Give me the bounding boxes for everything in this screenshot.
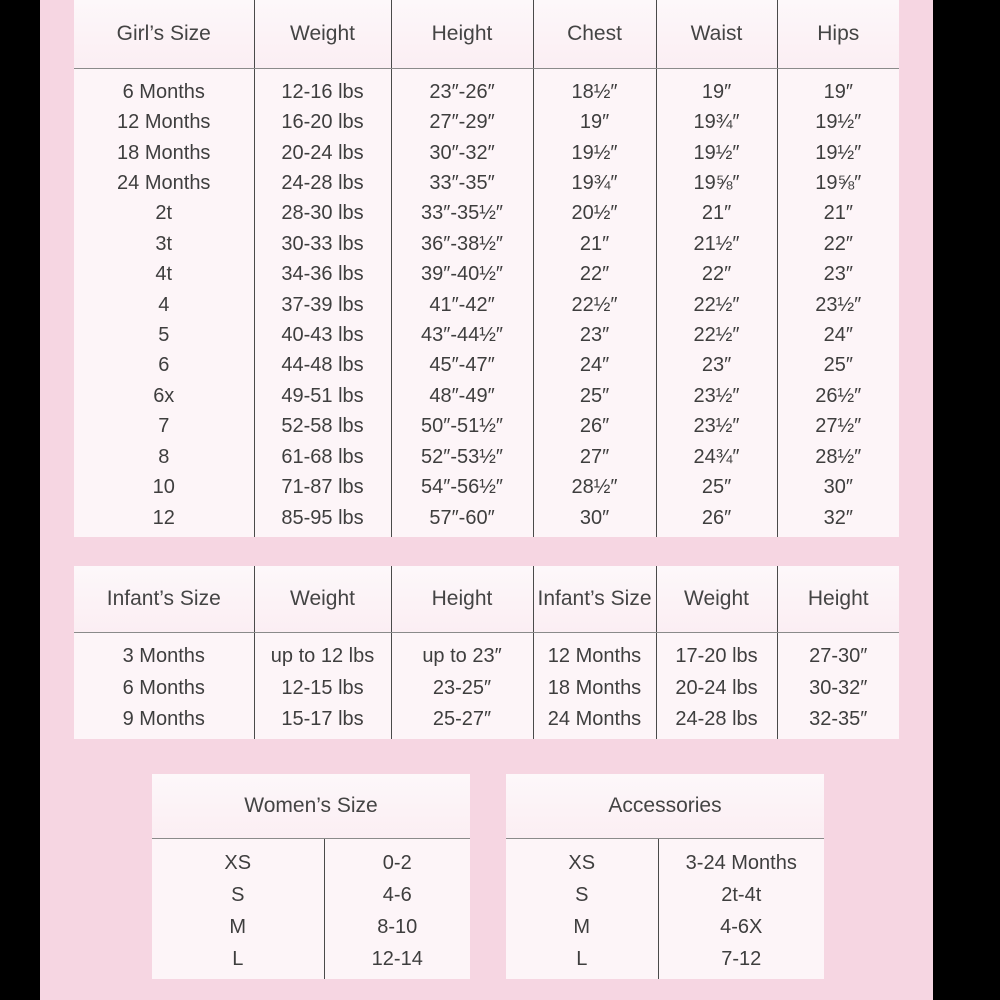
table-row	[152, 943, 470, 979]
table-cell: 21½″	[656, 229, 777, 259]
table-cell: 26″	[656, 502, 777, 537]
table-cell: 43″-44½″	[391, 320, 533, 350]
girls-column-header: Girl’s Size	[74, 0, 254, 68]
table-cell: 9 Months	[122, 708, 205, 731]
womens-size-header: Women’s Size	[152, 774, 470, 838]
table-cell: 23″	[777, 259, 899, 289]
table-cell: 28½″	[533, 472, 656, 502]
table-cell: 49-51 lbs	[254, 381, 391, 411]
table-cell: 27½″	[777, 411, 899, 441]
table-cell: 22½″	[656, 320, 777, 350]
table-cell: 20½″	[533, 198, 656, 228]
table-cell: 21″	[777, 198, 899, 228]
table-cell: 4	[158, 293, 170, 316]
womens-table-body	[152, 838, 470, 979]
table-cell: 24-28 lbs	[254, 168, 391, 198]
size-chart-page	[40, 0, 933, 1000]
table-cell: S	[575, 883, 589, 906]
table-cell: 24″	[777, 320, 899, 350]
accessories-table-body	[506, 838, 824, 979]
table-cell: 54″-56½″	[391, 472, 533, 502]
table-cell: 61-68 lbs	[254, 442, 391, 472]
table-cell: 30″-32″	[391, 137, 533, 167]
table-cell: 3-24 Months	[658, 838, 824, 879]
table-cell: 16-20 lbs	[254, 107, 391, 137]
table-row	[74, 411, 899, 441]
girls-column-header: Chest	[533, 0, 656, 68]
table-cell: 24″	[533, 350, 656, 380]
girls-table-body	[74, 68, 899, 537]
table-cell: 26½″	[777, 381, 899, 411]
table-row	[74, 259, 899, 289]
infants-column-header: Weight	[656, 566, 777, 632]
table-row	[74, 672, 899, 703]
accessories-header: Accessories	[506, 774, 824, 838]
table-cell: 25″	[533, 381, 656, 411]
accessories-size-table	[506, 774, 824, 979]
table-cell: 24 Months	[533, 704, 656, 740]
table-cell: L	[232, 947, 244, 970]
girls-column-header: Waist	[656, 0, 777, 68]
table-cell: 19½″	[777, 137, 899, 167]
table-cell: 19½″	[777, 107, 899, 137]
table-cell: 23½″	[777, 289, 899, 319]
table-cell: 19⅝″	[777, 168, 899, 198]
table-cell: 27″	[533, 442, 656, 472]
table-cell: 25-27″	[391, 704, 533, 740]
table-cell: up to 23″	[391, 632, 533, 672]
table-cell: 30-32″	[777, 672, 899, 703]
table-row	[74, 68, 899, 107]
infants-column-header: Infant’s Size	[533, 566, 656, 632]
table-cell: 19½″	[533, 137, 656, 167]
table-cell: 21″	[533, 229, 656, 259]
table-cell: 71-87 lbs	[254, 472, 391, 502]
table-cell: 19¾″	[533, 168, 656, 198]
table-cell: 39″-40½″	[391, 259, 533, 289]
table-cell: M	[573, 915, 591, 938]
table-row	[506, 911, 824, 943]
accessories-header-row	[506, 774, 824, 838]
table-row	[74, 168, 899, 198]
girls-column-header: Height	[391, 0, 533, 68]
infants-column-header: Infant’s Size	[74, 566, 254, 632]
table-cell: 4-6X	[658, 911, 824, 943]
table-row	[74, 472, 899, 502]
infants-column-header: Weight	[254, 566, 391, 632]
table-row	[506, 879, 824, 911]
table-cell: 12-14	[324, 943, 470, 979]
table-cell: S	[231, 883, 245, 906]
table-cell: 18½″	[533, 68, 656, 107]
girls-column-header: Weight	[254, 0, 391, 68]
table-cell: 27-30″	[777, 632, 899, 672]
table-cell: 12	[152, 506, 175, 529]
table-row	[506, 838, 824, 879]
table-row	[74, 320, 899, 350]
infants-header-row	[74, 566, 899, 632]
table-cell: 6 Months	[122, 80, 205, 103]
table-cell: 3t	[155, 232, 173, 255]
table-cell: 23-25″	[391, 672, 533, 703]
table-cell: 24-28 lbs	[656, 704, 777, 740]
table-cell: 18 Months	[533, 672, 656, 703]
table-cell: 22½″	[533, 289, 656, 319]
table-row	[74, 229, 899, 259]
table-cell: 19⅝″	[656, 168, 777, 198]
table-cell: 22″	[777, 229, 899, 259]
table-cell: 8-10	[324, 911, 470, 943]
table-cell: 5	[158, 324, 170, 347]
table-cell: 85-95 lbs	[254, 502, 391, 537]
table-cell: 15-17 lbs	[254, 704, 391, 740]
infants-table-body	[74, 632, 899, 739]
infants-column-header: Height	[391, 566, 533, 632]
table-row	[74, 198, 899, 228]
table-row	[74, 137, 899, 167]
table-cell: 57″-60″	[391, 502, 533, 537]
table-cell: 32″	[777, 502, 899, 537]
table-cell: 18 Months	[117, 141, 211, 164]
table-cell: 45″-47″	[391, 350, 533, 380]
table-cell: 12-15 lbs	[254, 672, 391, 703]
table-cell: 36″-38½″	[391, 229, 533, 259]
table-cell: 23″-26″	[391, 68, 533, 107]
table-row	[74, 289, 899, 319]
table-cell: 52-58 lbs	[254, 411, 391, 441]
infants-column-header: Height	[777, 566, 899, 632]
table-cell: 7	[158, 415, 170, 438]
table-cell: 30″	[533, 502, 656, 537]
table-cell: 6	[158, 354, 170, 377]
table-cell: 24 Months	[117, 172, 211, 195]
table-cell: 26″	[533, 411, 656, 441]
table-cell: 23½″	[656, 381, 777, 411]
table-cell: 6 Months	[122, 676, 205, 699]
table-cell: M	[229, 915, 247, 938]
table-row	[74, 632, 899, 672]
table-cell: 41″-42″	[391, 289, 533, 319]
table-cell: 34-36 lbs	[254, 259, 391, 289]
table-cell: 6x	[153, 384, 175, 407]
table-cell: 25″	[656, 472, 777, 502]
table-cell: 48″-49″	[391, 381, 533, 411]
table-cell: 25″	[777, 350, 899, 380]
table-cell: 44-48 lbs	[254, 350, 391, 380]
table-cell: 19½″	[656, 137, 777, 167]
table-cell: 20-24 lbs	[656, 672, 777, 703]
table-cell: 19″	[656, 68, 777, 107]
table-cell: 19¾″	[656, 107, 777, 137]
table-cell: 22″	[656, 259, 777, 289]
table-cell: 23″	[656, 350, 777, 380]
table-cell: 20-24 lbs	[254, 137, 391, 167]
table-cell: 37-39 lbs	[254, 289, 391, 319]
table-cell: 3 Months	[122, 645, 205, 668]
table-cell: 12 Months	[117, 111, 211, 134]
table-row	[74, 502, 899, 537]
table-cell: 8	[158, 445, 170, 468]
table-cell: 22″	[533, 259, 656, 289]
infants-size-table	[74, 566, 899, 739]
girls-size-table	[74, 0, 899, 537]
table-cell: 19″	[533, 107, 656, 137]
table-cell: 33″-35½″	[391, 198, 533, 228]
table-cell: 28½″	[777, 442, 899, 472]
table-cell: 32-35″	[777, 704, 899, 740]
table-cell: 40-43 lbs	[254, 320, 391, 350]
table-cell: XS	[568, 851, 596, 874]
table-cell: 19″	[777, 68, 899, 107]
table-cell: 28-30 lbs	[254, 198, 391, 228]
table-row	[152, 911, 470, 943]
table-cell: 30-33 lbs	[254, 229, 391, 259]
table-row	[74, 350, 899, 380]
table-cell: 33″-35″	[391, 168, 533, 198]
table-cell: 23″	[533, 320, 656, 350]
girls-header-row	[74, 0, 899, 68]
table-row	[74, 704, 899, 740]
table-cell: 4-6	[324, 879, 470, 911]
table-cell: 27″-29″	[391, 107, 533, 137]
table-row	[74, 107, 899, 137]
table-cell: 23½″	[656, 411, 777, 441]
table-cell: up to 12 lbs	[254, 632, 391, 672]
table-cell: 12-16 lbs	[254, 68, 391, 107]
table-row	[506, 943, 824, 979]
table-row	[152, 879, 470, 911]
table-cell: 2t-4t	[658, 879, 824, 911]
womens-size-table	[152, 774, 470, 979]
table-cell: 2t	[155, 202, 173, 225]
table-cell: XS	[224, 851, 252, 874]
table-cell: 0-2	[324, 838, 470, 879]
table-cell: 22½″	[656, 289, 777, 319]
girls-column-header: Hips	[777, 0, 899, 68]
table-cell: 50″-51½″	[391, 411, 533, 441]
table-row	[74, 442, 899, 472]
table-cell: 17-20 lbs	[656, 632, 777, 672]
table-cell: 10	[152, 476, 175, 499]
table-cell: 24¾″	[656, 442, 777, 472]
table-cell: L	[576, 947, 588, 970]
table-row	[152, 838, 470, 879]
table-cell: 21″	[656, 198, 777, 228]
table-cell: 7-12	[658, 943, 824, 979]
table-cell: 4t	[155, 263, 173, 286]
table-cell: 30″	[777, 472, 899, 502]
table-row	[74, 381, 899, 411]
table-cell: 52″-53½″	[391, 442, 533, 472]
womens-header-row	[152, 774, 470, 838]
table-cell: 12 Months	[533, 632, 656, 672]
